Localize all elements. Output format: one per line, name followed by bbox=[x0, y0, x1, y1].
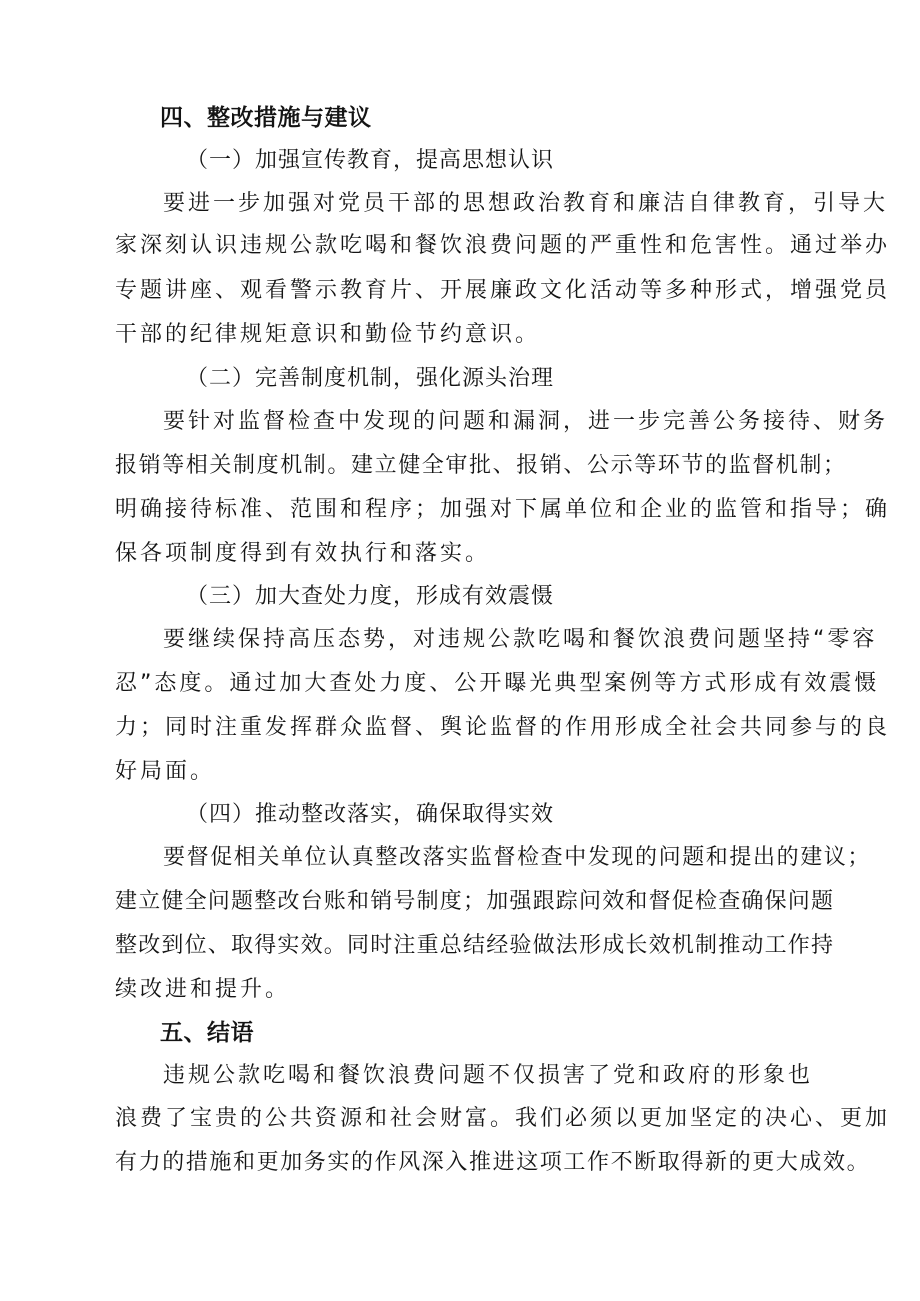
section-heading-5: 五、结语 bbox=[160, 1020, 254, 1046]
paragraph-4-line-3: 整改到位、取得实效。同时注重总结经验做法形成长效机制推动工作持 bbox=[115, 933, 835, 958]
paragraph-1-line-1: 要进一步加强对党员干部的思想政治教育和廉洁自律教育，引导大 bbox=[163, 191, 889, 216]
paragraph-3-line-4: 好局面。 bbox=[115, 759, 216, 784]
paragraph-1-line-2: 家深刻认识违规公款吃喝和餐饮浪费问题的严重性和危害性。通过举办 bbox=[115, 233, 891, 258]
conclusion-line-3: 有力的措施和更加务实的作风深入推进这项工作不断取得新的更大成效。 bbox=[115, 1150, 871, 1175]
section-heading-4: 四、整改措施与建议 bbox=[160, 105, 372, 131]
paragraph-4-line-4: 续改进和提升。 bbox=[115, 977, 291, 1002]
conclusion-line-2: 浪费了宝贵的公共资源和社会财富。我们必须以更加坚定的决心、更加 bbox=[115, 1106, 891, 1131]
subheading-2: （二）完善制度机制，强化源头治理 bbox=[186, 366, 555, 391]
paragraph-2-line-4: 保各项制度得到有效执行和落实。 bbox=[115, 541, 491, 566]
paragraph-1-line-3: 专题讲座、观看警示教育片、开展廉政文化活动等多种形式，增强党员 bbox=[115, 278, 891, 303]
paragraph-1-line-4: 干部的纪律规矩意识和勤俭节约意识。 bbox=[115, 322, 541, 347]
subheading-3: （三）加大查处力度，形成有效震慑 bbox=[186, 584, 555, 609]
paragraph-2-line-2: 报销等相关制度机制。建立健全审批、报销、公示等环节的监督机制； bbox=[115, 453, 847, 478]
paragraph-3-line-3: 力；同时注重发挥群众监督、舆论监督的作用形成全社会共同参与的良 bbox=[115, 715, 891, 740]
subheading-1: （一）加强宣传教育，提高思想认识 bbox=[186, 148, 555, 173]
subheading-4: （四）推动整改落实，确保取得实效 bbox=[186, 802, 555, 827]
paragraph-3-line-2: 忍”态度。通过加大查处力度、公开曝光典型案例等方式形成有效震慑 bbox=[115, 671, 880, 696]
paragraph-2-line-3: 明确接待标准、范围和程序；加强对下属单位和企业的监管和指导；确 bbox=[115, 497, 891, 522]
conclusion-line-1: 违规公款吃喝和餐饮浪费问题不仅损害了党和政府的形象也 bbox=[163, 1063, 814, 1088]
paragraph-2-line-1: 要针对监督检查中发现的问题和漏洞，进一步完善公务接待、财务 bbox=[163, 409, 889, 434]
paragraph-3-line-1: 要继续保持高压态势，对违规公款吃喝和餐饮浪费问题坚持“零容 bbox=[163, 627, 878, 652]
paragraph-4-line-1: 要督促相关单位认真整改落实监督检查中发现的问题和提出的建议； bbox=[163, 845, 872, 870]
paragraph-4-line-2: 建立健全问题整改台账和销号制度；加强跟踪问效和督促检查确保问题 bbox=[115, 889, 835, 914]
